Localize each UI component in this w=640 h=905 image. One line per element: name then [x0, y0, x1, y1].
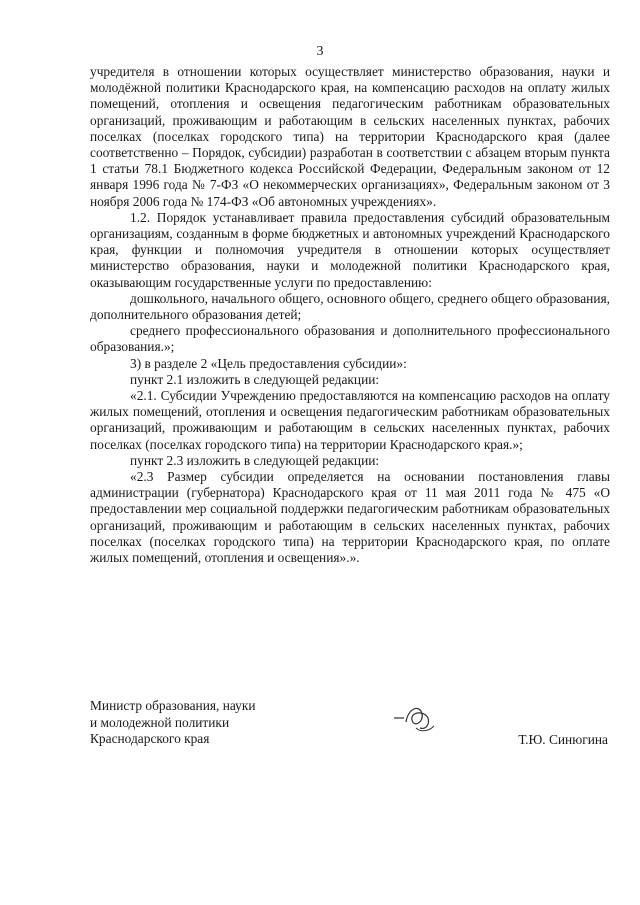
- paragraph-point-2-3-header: пункт 2.3 изложить в следующей редакции:: [130, 452, 380, 468]
- signatory-title-line: Министр образования, науки: [90, 698, 256, 713]
- paragraph-section-2: 3) в разделе 2 «Цель предоставления субсидии»:: [130, 355, 407, 371]
- signatory-title: [90, 698, 256, 748]
- signatory-name: Т.Ю. Синюгина: [518, 732, 608, 747]
- document-body: [90, 64, 610, 566]
- page-number: 3: [316, 44, 324, 59]
- signatory-title-line: и молодежной политики: [90, 714, 230, 730]
- paragraph-point-2-1: «2.1. Субсидии Учреждению предоставляются на компенсацию расходов на оплату жилых помещений, отопления и освещения педагогическим работникам образовательных организаций, проживающим и работающим в сельских населенных пунктах, рабочих поселках (поселках городского типа) на территории Краснодарского края.»;: [90, 388, 610, 452]
- signatory-title-line: Краснодарского края: [90, 731, 210, 746]
- paragraph-1-2: 1.2. Порядок устанавливает правила предоставления субсидий образовательным организациям, созданным в форме бюджетных и автономных учреждений Краснодарского края, функции и полномочия учредителя в отношении которых осуществляет министерство образования, науки и молодежной политики Краснодарского края, оказывающим государственные услуги по предоставлению:: [90, 209, 610, 290]
- paragraph-point-2-1-header: пункт 2.1 изложить в следующей редакции:: [130, 371, 380, 387]
- paragraph-1: учредителя в отношении которых осуществляет министерство образования, науки и молодёжной политики Краснодарского края, на компенсацию расходов на оплату жилых помещений, отопления и освещения педагогическим работникам образовательных организаций, проживающим и работающим в сельских населенных пунктах, рабочих поселках (поселках городского типа) на территории Краснодарского края (далее соответственно – Порядок, субсидии) разработан в соответствии с абзацем вторым пункта 1 статьи 78.1 Бюджетного кодекса Российской Федерации, Федеральным законом от 12 января 1996 года № 7-ФЗ «О некоммерческих организациях», Федеральным законом от 3 ноября 2006 года № 174-ФЗ «Об автономных учреждениях».: [90, 64, 610, 209]
- signature-block: [90, 698, 610, 778]
- paragraph-point-2-3: «2.3 Размер субсидии определяется на основании постановления главы администрации (губернатора) Краснодарского края от 11 мая 2011 года № 475 «О предоставлении мер социальной поддержки педагогическим работникам образовательных организаций, проживающим и работающим в сельских населенных пунктах, рабочих поселках (поселках городского типа) на территории Краснодарского края, по оплате жилых помещений, отопления и освещения».».: [90, 469, 610, 566]
- handwritten-signature-icon: [390, 698, 440, 738]
- paragraph-professional-education: среднего профессионального образования и дополнительного профессионального образования.»;: [90, 323, 610, 355]
- paragraph-general-education: дошкольного, начального общего, основного общего, среднего общего образования, дополнительного образования детей;: [90, 290, 610, 323]
